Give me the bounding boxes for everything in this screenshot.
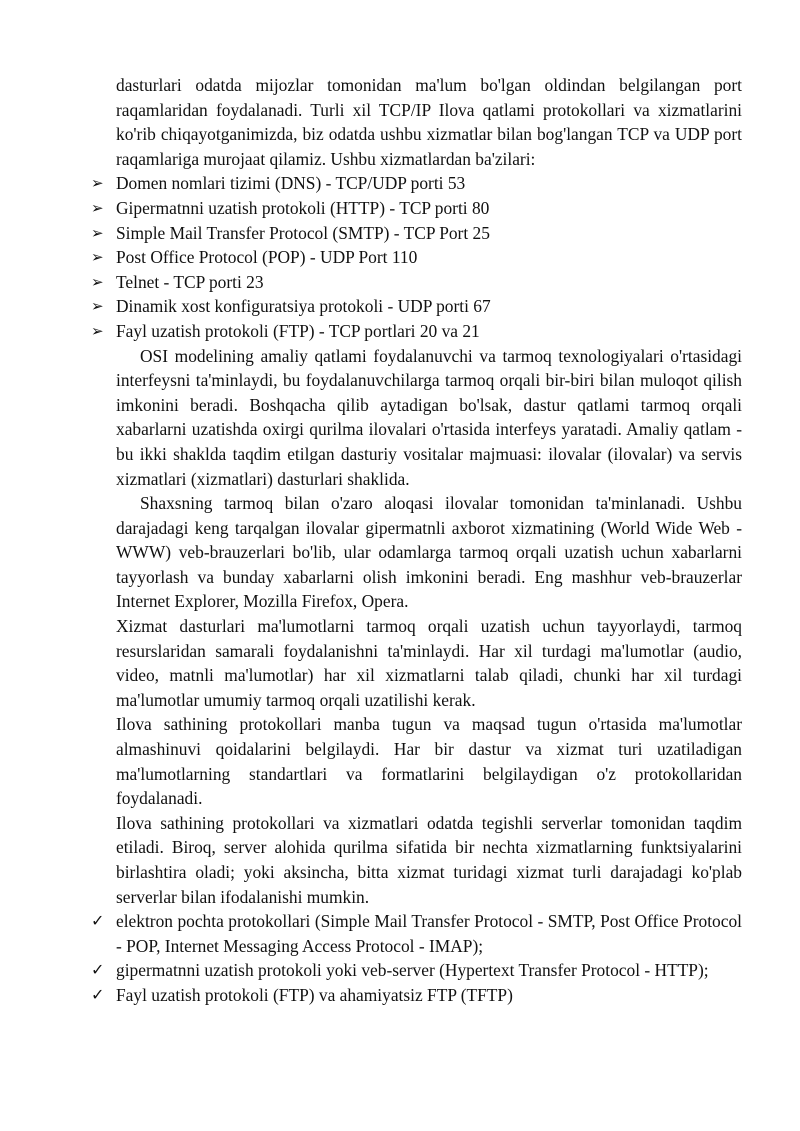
arrow-bullet-icon: ➢ (91, 297, 104, 316)
list-item-text: Telnet - TCP porti 23 (116, 271, 264, 292)
body-paragraph: Shaxsning tarmoq bilan o'zaro aloqasi ilovalar tomonidan ta'minlanadi. Ushbu darajadagi keng tarqalgan ilovalar gipermatnli axborot xizmatining (World Wide Web - WWW) veb-brauzerlari bo'lib, ular odamlarga tarmoq orqali uzatish uchun xabarlarni tayyorlash va bunday xabarlarni olish imkonini beradi. Eng mashhur veb-brauzerlar Internet Explorer, Mozilla Firefox, Opera. (116, 493, 742, 612)
list-item (91, 221, 742, 246)
body-paragraph: Ilova sathining protokollari manba tugun va maqsad tugun o'rtasida ma'lumotlar almashinuvi qoidalarini belgilaydi. Har bir dastur va xizmat turi uzatiladigan ma'lumotlarning standartlari va formatlarini belgilaydigan o'z protokollaridan foydalanadi. (116, 714, 742, 809)
list-item-text: Post Office Protocol (POP) - UDP Port 110 (116, 247, 418, 268)
list-item-text: elektron pochta protokollari (Simple Mail Transfer Protocol - SMTP, Post Office Protocol - POP, Internet Messaging Access Protocol - IMAP); (116, 911, 742, 956)
list-item (91, 958, 742, 983)
list-item-text: Fayl uzatish protokoli (FTP) - TCP portlari 20 va 21 (116, 320, 480, 341)
list-item-text: Gipermatnni uzatish protokoli (HTTP) - TCP porti 80 (116, 197, 490, 218)
body-paragraph: Ilova sathining protokollari va xizmatlari odatda tegishli serverlar tomonidan taqdim etiladi. Biroq, server alohida qurilma sifatida bir nechta xizmatlarning funktsiyalarini birlashtira oladi; yoki aksincha, bitta xizmat turidagi xizmat turli darajadagi ko'plab serverlar bilan ifodalanishi mumkin. (116, 812, 742, 907)
arrow-bullet-icon: ➢ (91, 198, 104, 217)
arrow-bullet-icon: ➢ (91, 248, 104, 267)
list-item (91, 294, 742, 319)
list-item (91, 171, 742, 196)
list-item-text: Domen nomlari tizimi (DNS) - TCP/UDP porti 53 (116, 173, 466, 194)
checkmark-icon: ✓ (91, 911, 105, 931)
arrow-bullet-icon: ➢ (91, 321, 104, 340)
arrow-bullet-icon: ➢ (91, 272, 104, 291)
intro-paragraph: dasturlari odatda mijozlar tomonidan ma'lum bo'lgan oldindan belgilangan port raqamlaridan foydalanadi. Turli xil TCP/IP Ilova qatlami protokollari va xizmatlarini ko'rib chiqayotganimizda, biz odatda ushbu xizmatlar bilan bog'langan TCP va UDP port raqamlariga murojaat qilamiz. Ushbu xizmatlardan ba'zilari: (116, 75, 742, 169)
page-content (91, 73, 742, 1008)
arrow-bullet-icon: ➢ (91, 174, 104, 193)
list-item (91, 319, 742, 344)
checkmark-icon: ✓ (91, 984, 105, 1004)
protocol-list (91, 909, 742, 1007)
list-item-text: gipermatnni uzatish protokoli yoki veb-server (Hypertext Transfer Protocol - HTTP); (116, 960, 709, 981)
body-paragraph: Xizmat dasturlari ma'lumotlarni tarmoq orqali uzatish uchun tayyorlaydi, tarmoq resurslaridan samarali foydalanishni ta'minlaydi. Har xil turdagi ma'lumotlar (audio, video, matnli ma'lumotlar) har xil xizmatlarni talab qiladi, chunki har xil turdagi ma'lumotlar umumiy tarmoq orqali uzatilishi kerak. (116, 616, 742, 710)
list-item-text: Simple Mail Transfer Protocol (SMTP) - TCP Port 25 (116, 222, 490, 243)
body-paragraph: OSI modelining amaliy qatlami foydalanuvchi va tarmoq texnologiyalari o'rtasidagi interfeysni ta'minlaydi, bu foydalanuvchilarga tarmoq orqali bir-biri bilan muloqot qilish imkonini beradi. Boshqacha qilib aytadigan bo'lsak, dastur qatlami tarmoq orqali xabarlarni uzatishda oxirgi qurilma ilovalari o'rtasida interfeys yaratadi. Amaliy qatlam - bu ikki shaklda taqdim etilgan dasturiy vositalar majmuasi: ilovalar (ilovalar) va servis xizmatlari (xizmatlari) dasturlari shaklida. (116, 345, 742, 489)
list-item (91, 196, 742, 221)
list-item (91, 983, 742, 1008)
port-list (91, 171, 742, 343)
arrow-bullet-icon: ➢ (91, 223, 104, 242)
checkmark-icon: ✓ (91, 960, 105, 980)
list-item (91, 909, 742, 958)
list-item-text: Dinamik xost konfiguratsiya protokoli - UDP porti 67 (116, 296, 491, 317)
list-item (91, 245, 742, 270)
list-item-text: Fayl uzatish protokoli (FTP) va ahamiyatsiz FTP (TFTP) (116, 984, 513, 1005)
list-item (91, 270, 742, 295)
